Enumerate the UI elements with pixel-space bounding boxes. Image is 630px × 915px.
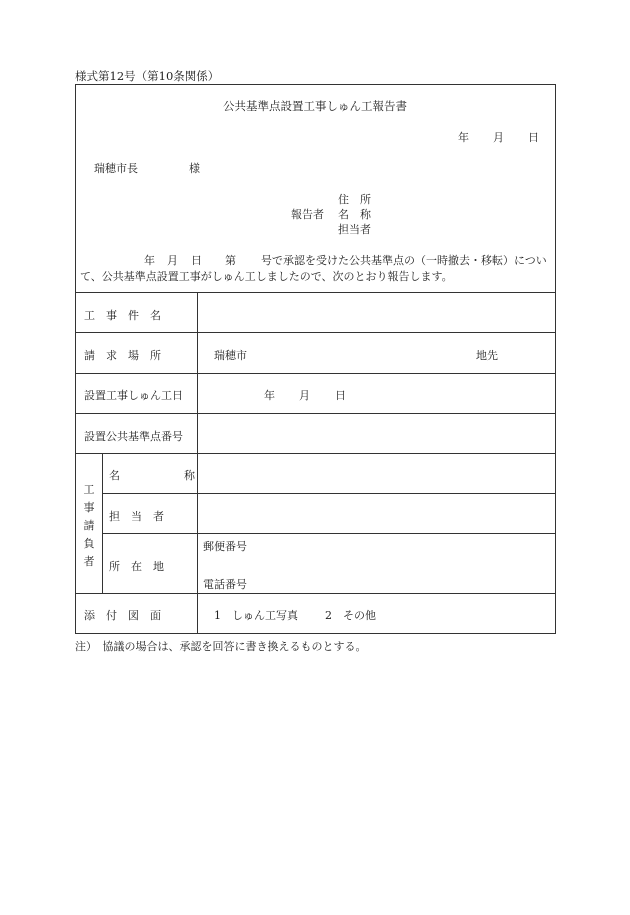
contractor-group-label: 工事請負者	[83, 483, 95, 568]
statement-year: 年	[144, 254, 155, 267]
label-text: 工 事 件 名	[84, 309, 161, 322]
date-day: 日	[528, 131, 539, 144]
contractor-person-label: 担 当 者	[109, 510, 164, 523]
project-name-label	[84, 307, 190, 323]
reporter-person-label: 担当者	[338, 223, 371, 236]
form-title: 公共基準点設置工事しゅん工報告書	[223, 99, 407, 113]
completion-date-label: 設置工事しゅん工日	[84, 389, 183, 402]
completion-date-field[interactable]	[198, 374, 555, 413]
reporter-label: 報告者	[291, 208, 324, 221]
addressee-honorific: 様	[189, 162, 200, 175]
completion-day: 日	[335, 389, 346, 402]
project-name-field[interactable]	[198, 293, 555, 332]
contractor-person-field[interactable]	[198, 494, 555, 533]
report-form	[75, 84, 556, 634]
point-number-field[interactable]	[198, 414, 555, 453]
point-number-label: 設置公共基準点番号	[84, 430, 183, 443]
contractor-address-label: 所 在 地	[109, 560, 164, 573]
location-label: 請 求 場 所	[84, 349, 161, 362]
reporter-address-label: 住 所	[338, 193, 371, 206]
date-month: 月	[493, 131, 504, 144]
statement-month: 月	[167, 254, 178, 267]
contractor-name-field[interactable]	[198, 454, 555, 493]
attachments-field	[198, 594, 555, 633]
completion-year: 年	[264, 389, 275, 402]
contractor-address-field[interactable]	[198, 534, 555, 593]
statement-text: 号で承認を受けた公共基準点の（一時撤去・移転）につい	[261, 254, 547, 267]
location-city: 瑞穂市	[214, 349, 247, 362]
postal-code-label: 郵便番号	[203, 540, 247, 553]
location-field[interactable]	[198, 333, 555, 373]
attachments-label: 添 付 図 面	[84, 609, 161, 622]
contractor-name-label: 名 称	[109, 469, 209, 482]
footnote: 注） 協議の場合は、承認を回答に書き換えるものとする。	[75, 640, 367, 653]
statement-line-2: て、公共基準点設置工事がしゅん工しましたので、次のとおり報告します。	[80, 270, 453, 283]
date-year: 年	[458, 131, 469, 144]
phone-number-label: 電話番号	[203, 578, 247, 591]
location-suffix: 地先	[476, 349, 498, 362]
completion-month: 月	[299, 389, 310, 402]
divider	[102, 453, 103, 593]
statement-number-prefix: 第	[225, 254, 236, 267]
reporter-name-label: 名 称	[338, 208, 371, 221]
attachment-item-2: 2 その他	[325, 609, 376, 622]
form-code: 様式第12号（第10条関係）	[75, 69, 220, 83]
addressee-name: 瑞穂市長	[94, 162, 138, 175]
attachment-item-1: 1 しゅん工写真	[214, 609, 298, 622]
statement-day: 日	[191, 254, 202, 267]
